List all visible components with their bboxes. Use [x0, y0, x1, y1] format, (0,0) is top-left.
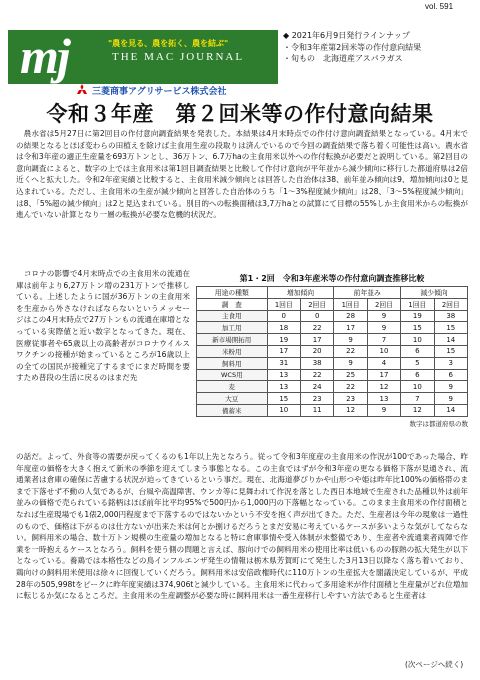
table-row: [197, 404, 468, 416]
table-subheader: 調 査: [197, 298, 268, 310]
article-title: 令和３年産 第２回米等の作付意向結果: [46, 102, 434, 126]
table-cell: 22: [334, 345, 367, 357]
table-cell: 0: [267, 310, 300, 322]
table-cell-category: 加工用: [197, 322, 268, 334]
mitsubishi-logo-icon: [76, 84, 88, 96]
table-cell: 14: [434, 334, 467, 346]
table-cell: 4: [367, 357, 400, 369]
table-row: [197, 381, 468, 393]
table-note: 数字は都道府県の数: [409, 419, 468, 428]
table-cell: 22: [334, 381, 367, 393]
table-cell: 15: [434, 345, 467, 357]
table-cell: 9: [367, 404, 400, 416]
table-row: [197, 334, 468, 346]
table-cell: 12: [367, 381, 400, 393]
table-row: [197, 345, 468, 357]
table-cell: 23: [300, 393, 333, 405]
table-cell: 13: [267, 381, 300, 393]
table-cell-category: 大豆: [197, 393, 268, 405]
table-cell: 6: [401, 345, 434, 357]
table-cell: 3: [434, 357, 467, 369]
table-cell: 19: [267, 334, 300, 346]
table-row: [197, 369, 468, 381]
table-cell: 9: [434, 381, 467, 393]
table-subheader: 2回目: [367, 298, 400, 310]
table-cell-category: WCS用: [197, 369, 268, 381]
table-row: [197, 393, 468, 405]
table-cell: 17: [267, 345, 300, 357]
table-cell: 17: [334, 322, 367, 334]
volume-number: vol. 591: [425, 2, 454, 11]
table-cell: 17: [300, 334, 333, 346]
table-cell: 22: [300, 369, 333, 381]
table-cell: 9: [434, 393, 467, 405]
table-cell: 10: [367, 345, 400, 357]
table-cell: 23: [334, 393, 367, 405]
table-cell: 15: [401, 322, 434, 334]
table-cell: 17: [367, 369, 400, 381]
table-cell: 9: [334, 357, 367, 369]
table-cell: 15: [267, 393, 300, 405]
table-row: [197, 310, 468, 322]
table-row: [197, 322, 468, 334]
lineup-line: ・旬もの 北海道産アスパラガス: [283, 54, 403, 63]
table-cell: 18: [267, 322, 300, 334]
table-cell: 13: [367, 393, 400, 405]
table-cell: 14: [434, 404, 467, 416]
table-header: 前年並み: [334, 287, 401, 299]
table-cell: 0: [300, 310, 333, 322]
table-cell-category: 主食用: [197, 310, 268, 322]
table-cell: 15: [434, 322, 467, 334]
table-cell: 6: [401, 369, 434, 381]
table-cell-category: 飼料用: [197, 357, 268, 369]
table-subheader: 2回目: [434, 298, 467, 310]
paragraph-left-column: コロナの影響で4月末時点での主食用米の流通在庫は前年より6,27万トン増の231万トンで推移している。上述したように国が36万トンの主食用米を生産から外さなければならないというメッセージはこの4月末時点で27万トンもの流通在庫増となっている実際値と近い数字となってきた。現在、医療従事者や65歳以上の高齢者がコロナウイルスワクチンの接種が始まっているところが16歳以上の全ての国民が接種完了するまでにまだ時間を要すため普段の生活に戻るのはまだ先: [16, 269, 190, 383]
table-cell: 24: [300, 381, 333, 393]
table-cell-category: 新市場開拓用: [197, 334, 268, 346]
table-cell: 9: [334, 334, 367, 346]
table-subheader: 2回目: [300, 298, 333, 310]
issue-lineup: [283, 30, 471, 65]
table-header: 減少傾向: [401, 287, 468, 299]
table-cell: 31: [267, 357, 300, 369]
table-subheader: 1回目: [401, 298, 434, 310]
table-header: 用途の種類: [197, 287, 268, 299]
table-header: 増加傾向: [267, 287, 334, 299]
table-cell: 10: [267, 404, 300, 416]
logo: mj: [20, 28, 69, 84]
table-cell: 38: [300, 357, 333, 369]
table-cell: 9: [367, 310, 400, 322]
slogan: "農を見る、農を拓く、農を結ぶ": [108, 39, 229, 48]
table-cell: 19: [401, 310, 434, 322]
table-cell: 12: [334, 404, 367, 416]
table-cell-category: 米粉用: [197, 345, 268, 357]
table-cell: 20: [300, 345, 333, 357]
table-title: 第1・2回 令和3年産米等の作付意向調査推移比較: [239, 274, 425, 283]
table-cell: 10: [401, 334, 434, 346]
table-cell: 25: [334, 369, 367, 381]
table-subheader: 1回目: [267, 298, 300, 310]
table-cell: 7: [401, 393, 434, 405]
table-cell: 12: [401, 404, 434, 416]
lineup-line: ◆ 2021年6月9日発行ラインナップ: [283, 31, 410, 40]
company-name: 三菱商事アグリサービス株式会社: [92, 87, 227, 97]
lineup-line: ・令和3年産第2回米等の作付意向結果: [283, 42, 422, 52]
table-cell-category: 麦: [197, 381, 268, 393]
table-cell: 22: [300, 322, 333, 334]
table-cell: 9: [367, 322, 400, 334]
table-cell: 5: [401, 357, 434, 369]
table-cell: 28: [334, 310, 367, 322]
table-cell-category: 備蓄米: [197, 404, 268, 416]
continued-notice: (次ページへ続く): [405, 660, 464, 669]
paragraph-main: の話だ。よって、外食等の需要が戻ってくるのも1年以上先となろう。従って令和3年度産の主食用米の作況が100であった場合、昨年度産の価格を大きく抱えて新米の季節を迎えてしまう事態となる。この主食ではずが令和3年産の更なる価格下落が見通され、流通業者は倉庫の確保に苦慮する状況が迫ってきているという事だ。現在、北海道夢ぴりかや山形つや姫は昨年比100%の価格帯のままで下落せず不動の人気であるが、台風や高温障害、ウンカ等に見舞われて作況を落とした西日本地域で生産された品種以外は前年並みの価格で売られている銘柄はほぼ前年比平均95%で500円から1,000円の下落幅となっている。このまま主食用米の作付面積となれば生産現場でも1俵2,000円程度まで下落するのではないかという不安を抱く声が出てきた。ただ、生産者は今年の現象は一過性のもので、価格は下がるのは仕方ないが出来た米は何とか捌けるだろうとまだ安易に考えているケースが多いような気がしてならない。飼料用米の場合、数十万トン規模の生産量の増加となると特に倉庫事情や受入体制が未整備であり、生産者や流通業者両陣で作業を一時抱えるケースとなろう。飼料を使う側の問題と言えば、豚向けでの飼料用米の使用比率は低いものの豚熱の拡大発生が以下となっている。養鶏では本格性などの鳥インフルエンザ発生の情報は栃木県芳賀町にて発生した3月13日以降なく落ち着いており、鶏向けの飼料用米使用は徐々に回復していくだろう。飼料用米は安倍政権時代に110万トンの生産拡大を閣議決定しているが、平成28年の505,998tをピークに昨年度実績は374,906tと減少している。主食用米に代わって多用途米が作付面積と生産量がどれ位増加に転じるか気になるところだ。主食用米の生産調整が必要な時に飼料用米は一番生産移行しやすい方法であると生産者は: [16, 452, 468, 601]
survey-comparison-table: [196, 273, 468, 428]
table-cell: 7: [367, 334, 400, 346]
table-cell: 11: [300, 404, 333, 416]
table-cell: 6: [434, 369, 467, 381]
table-subheader: 1回目: [334, 298, 367, 310]
table-cell: 10: [401, 381, 434, 393]
table-cell: 13: [267, 369, 300, 381]
paragraph-intro: 農水省は5月27日に第2回目の作付意向調査結果を発表した。本結果は4月末時点での作付け意向調査結果となっている。4月末での結果となるとほぼ変わらの田植えを除けば主食用生産の段取りは済んでいるので今回の調査結果で落ち着く可能性は高い。農水省は令和3年産の適正生産量を693万トンとし、36万トン、6.7万haの主食用米以外への作付転換が必要だと説明している。第2回目の意向調査によると、数字の上では主食用米は第1回目調査結果と比較して作付け意向が平年並から減少傾向に移行した都道府県は2倍近くへと拡大した。令和2年産実績と比較すると、主食用米減少傾向とは回答した自治体は38、前年並み傾向は9、増加傾向は0と見込まれている。ただし、主食用米の生産が減少傾向と回答した自治体のうち「1〜3%程度減少傾向」は28、「3〜5%程度減少傾向」は8、「5%超の減少傾向」は2と見込まれている。別目的への転換面積は3,7万haとの試算にて目標の55%しか主食用米からの転換が進んでいない計算となり一層の転換が必要な危機的状況だ。: [16, 129, 468, 220]
table-row: [197, 357, 468, 369]
masthead-banner: [8, 30, 278, 84]
journal-name: THE MAC JOURNAL: [112, 51, 245, 63]
table-cell: 38: [434, 310, 467, 322]
